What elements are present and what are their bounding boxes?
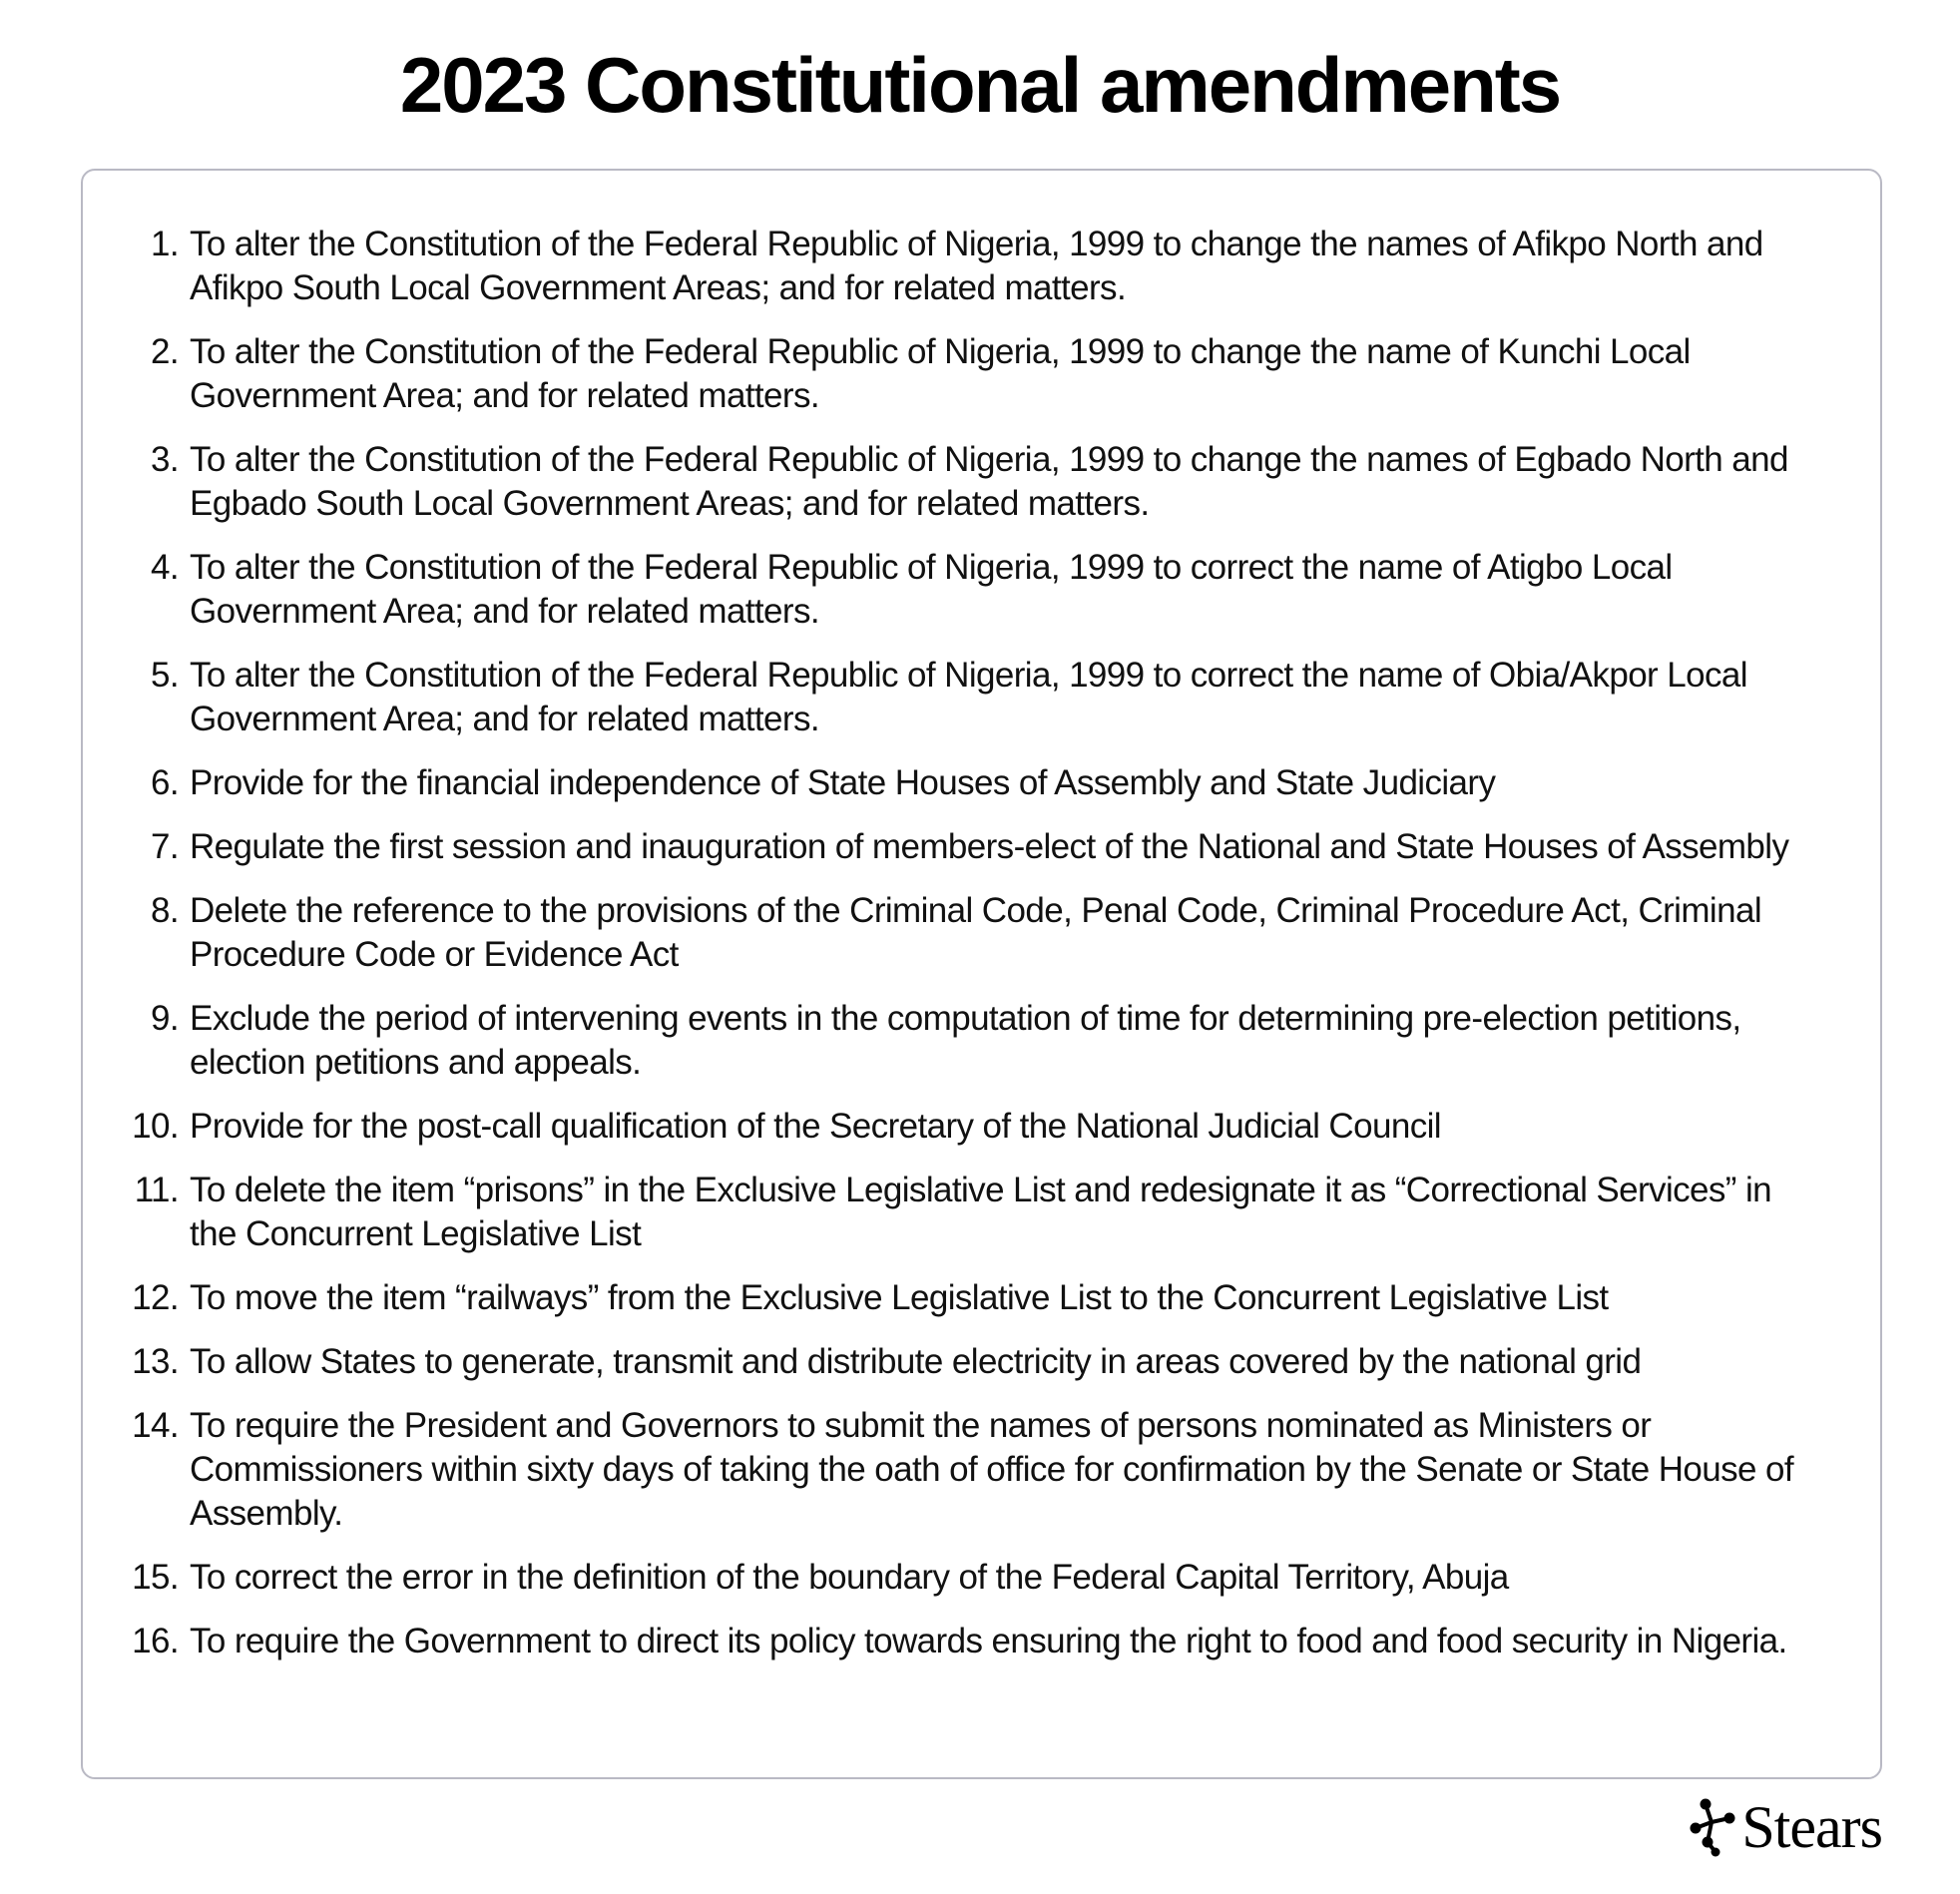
item-number: 2. (151, 332, 179, 371)
item-number: 14. (132, 1406, 179, 1445)
item-text: To move the item “railways” from the Exclusive Legislative List to the Concurrent Legislative List (190, 1278, 1609, 1317)
item-number: 16. (132, 1622, 179, 1660)
item-text: Regulate the first session and inauguration of members-elect of the National and State Houses of Assembly (190, 827, 1789, 866)
item-number: 10. (132, 1107, 179, 1146)
brand-logo (1686, 1796, 1882, 1858)
item-text: To alter the Constitution of the Federal Republic of Nigeria, 1999 to change the name of Kunchi Local Government Area; and for related matters. (190, 332, 1691, 415)
item-number: 13. (132, 1342, 179, 1381)
amendments-list (83, 223, 1880, 1683)
item-number: 8. (151, 891, 179, 930)
item-number: 9. (151, 999, 179, 1038)
list-item (83, 997, 1880, 1085)
brand-name: Stears (1741, 1794, 1882, 1860)
item-number: 3. (151, 440, 179, 479)
item-text: To alter the Constitution of the Federal Republic of Nigeria, 1999 to correct the name of Atigbo Local Government Area; and for related matters. (190, 548, 1673, 631)
list-item (83, 1404, 1880, 1536)
item-text: To alter the Constitution of the Federal Republic of Nigeria, 1999 to change the names of Egbado North and Egbado South Local Government Areas; and for related matters. (190, 440, 1788, 523)
item-number: 6. (151, 763, 179, 802)
item-text: To require the Government to direct its policy towards ensuring the right to food and food security in Nigeria. (190, 1622, 1787, 1660)
item-number: 1. (151, 225, 179, 263)
item-text: Exclude the period of intervening events in the computation of time for determining pre-election petitions, election petitions and appeals. (190, 999, 1741, 1082)
list-item (83, 438, 1880, 526)
item-text: To correct the error in the definition of the boundary of the Federal Capital Territory, Abuja (190, 1558, 1509, 1597)
list-item (83, 546, 1880, 634)
list-item (83, 1276, 1880, 1320)
item-text: To require the President and Governors to submit the names of persons nominated as Ministers or Commissioners within sixty days of taking the oath of office for confirmation by the Senate or State House of Assembly. (190, 1406, 1794, 1533)
item-number: 15. (132, 1558, 179, 1597)
item-number: 4. (151, 548, 179, 587)
stears-logo-icon (1686, 1796, 1737, 1858)
list-item (83, 1105, 1880, 1149)
list-item (83, 654, 1880, 741)
amendments-panel (81, 169, 1882, 1779)
list-item (83, 1340, 1880, 1384)
item-number: 7. (151, 827, 179, 866)
list-item (83, 330, 1880, 418)
list-item (83, 761, 1880, 805)
list-item (83, 889, 1880, 977)
item-text: Provide for the financial independence of State Houses of Assembly and State Judiciary (190, 763, 1496, 802)
item-text: Delete the reference to the provisions of the Criminal Code, Penal Code, Criminal Procedure Act, Criminal Procedure Code or Evidence Act (190, 891, 1761, 974)
item-number: 11. (134, 1171, 179, 1209)
list-item (83, 1620, 1880, 1663)
item-number: 5. (151, 656, 179, 695)
list-item (83, 1169, 1880, 1256)
item-text: To delete the item “prisons” in the Exclusive Legislative List and redesignate it as “Correctional Services” in the Concurrent Legislative List (190, 1171, 1772, 1253)
item-text: To allow States to generate, transmit and distribute electricity in areas covered by the national grid (190, 1342, 1642, 1381)
item-text: To alter the Constitution of the Federal Republic of Nigeria, 1999 to correct the name of Obia/Akpor Local Government Area; and for related matters. (190, 656, 1747, 738)
list-item (83, 223, 1880, 310)
item-text: Provide for the post-call qualification of the Secretary of the National Judicial Council (190, 1107, 1441, 1146)
item-text: To alter the Constitution of the Federal Republic of Nigeria, 1999 to change the names of Afikpo North and Afikpo South Local Government Areas; and for related matters. (190, 225, 1763, 307)
list-item (83, 825, 1880, 869)
page-title: 2023 Constitutional amendments (399, 41, 1561, 129)
item-number: 12. (132, 1278, 179, 1317)
list-item (83, 1556, 1880, 1600)
